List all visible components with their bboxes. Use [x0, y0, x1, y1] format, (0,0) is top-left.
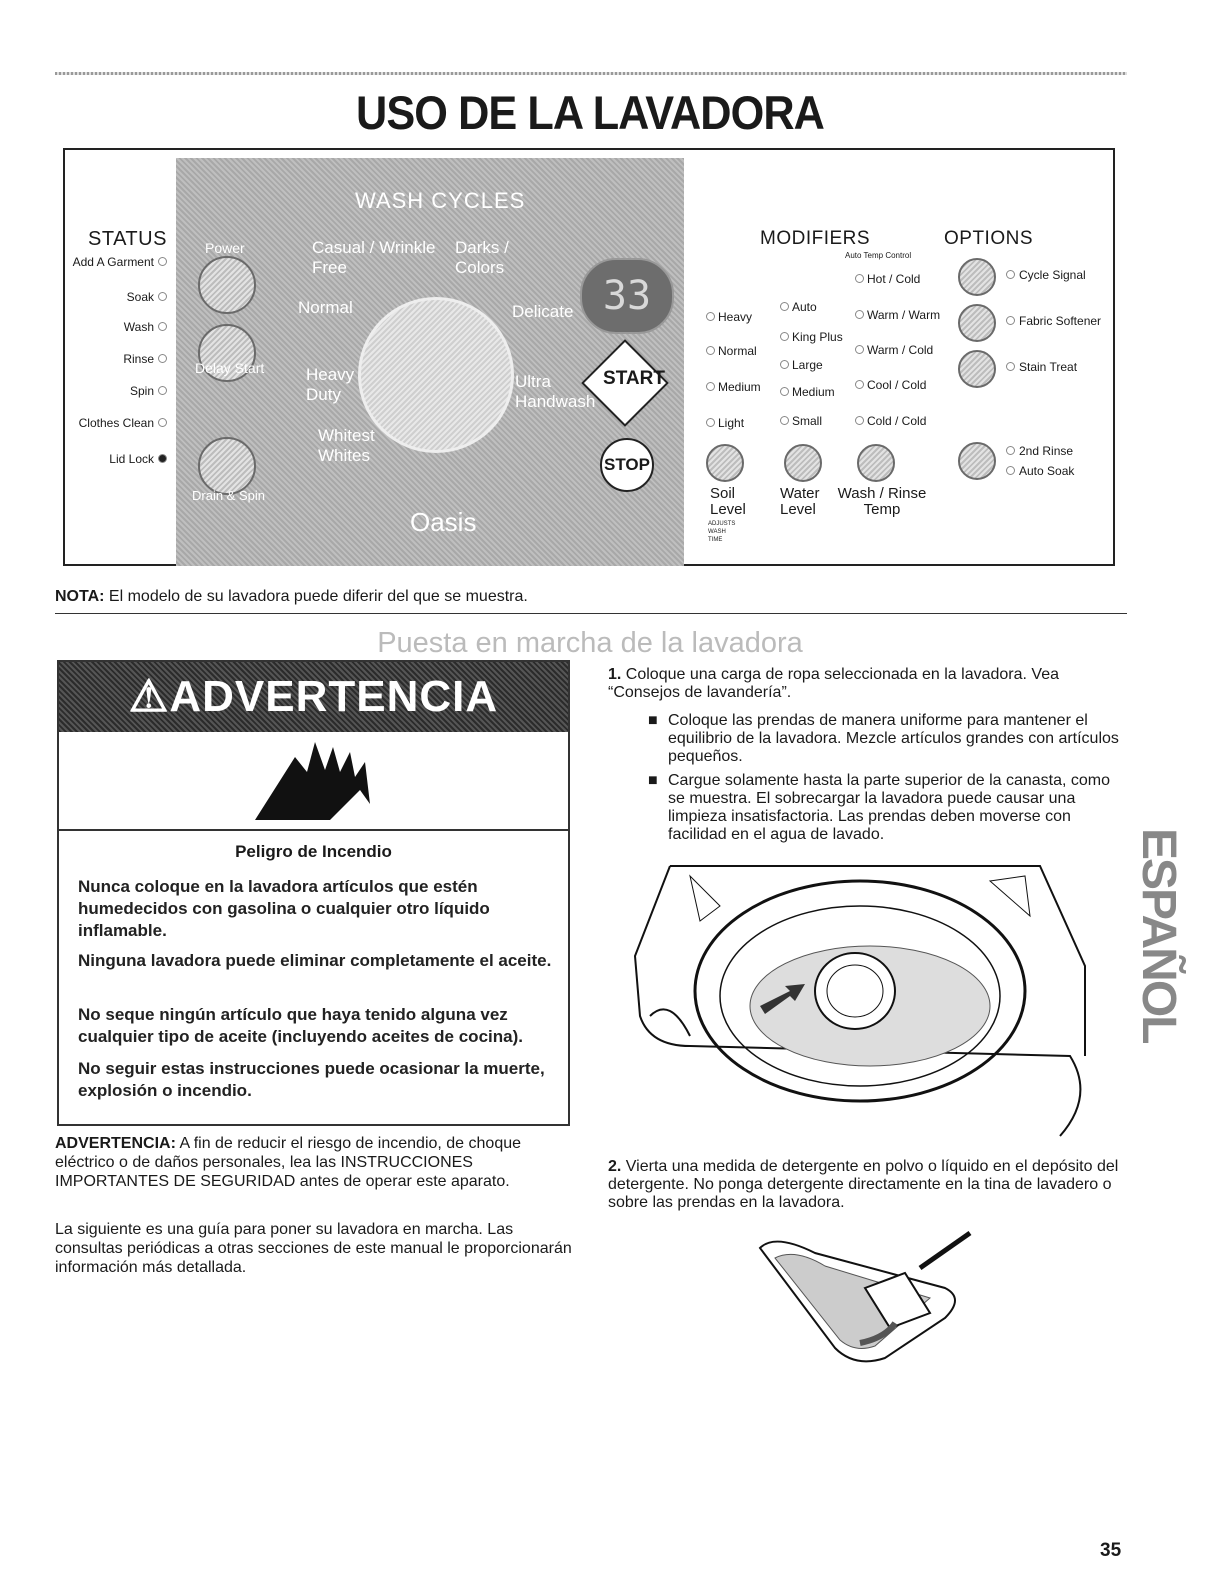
- option-auto-soak: Auto Soak: [1006, 464, 1074, 478]
- nota-line: NOTA: El modelo de su lavadora puede diferir del que se muestra.: [55, 588, 528, 605]
- start-label: START: [603, 368, 665, 389]
- detergent-dispenser-illustration: [755, 1228, 975, 1368]
- water-level-label: Water Level: [780, 485, 820, 518]
- cycle-delicate: Delicate: [512, 302, 574, 321]
- advertencia-paragraph: ADVERTENCIA: A fin de reducir el riesgo de incendio, de choque eléctrico o de daños personales, lea las INSTRUCCIONES IMPORTANTES DE SEGURIDAD antes de operar este aparato.: [55, 1135, 522, 1190]
- cycle-normal: Normal: [298, 298, 353, 317]
- power-label: Power: [205, 240, 245, 256]
- option-fabric-softener: Fabric Softener: [1006, 314, 1101, 328]
- cycle-casual: Casual / Wrinkle Free: [312, 238, 436, 277]
- status-item: Lid Lock: [72, 452, 167, 466]
- cycle-ultra-handwash: Ultra Handwash: [515, 372, 596, 411]
- step-1: 1. Coloque una carga de ropa seleccionada en la lavadora. Vea “Consejos de lavandería”.: [608, 666, 1059, 701]
- options-title: OPTIONS: [944, 228, 1034, 249]
- temp-button[interactable]: [857, 444, 895, 482]
- status-item: Wash: [72, 320, 167, 334]
- warning-text-4: No seguir estas instrucciones puede ocasionar la muerte, explosión o incendio.: [78, 1059, 545, 1100]
- washer-tub-illustration: [630, 856, 1100, 1141]
- time-display: 33: [580, 258, 674, 334]
- cycle-signal-button[interactable]: [958, 258, 996, 296]
- soil-light: Light: [706, 416, 744, 430]
- temp-warm-cold: Warm / Cold: [855, 343, 933, 357]
- temp-hot-cold: Hot / Cold: [855, 272, 920, 286]
- cycle-selector-dial[interactable]: [358, 297, 514, 453]
- delay-start-label: Delay Start: [195, 360, 265, 376]
- status-item: Soak: [72, 290, 167, 304]
- status-title: STATUS: [88, 228, 167, 250]
- auto-temp-label: Auto Temp Control: [845, 251, 912, 260]
- page-title: USO DE LA LAVADORA: [356, 86, 824, 139]
- warning-triangle-icon: ⚠: [128, 672, 170, 721]
- soil-level-button[interactable]: [706, 444, 744, 482]
- page-number: 35: [1100, 1540, 1122, 1561]
- cycle-heavy-duty: Heavy Duty: [306, 365, 355, 404]
- soil-medium: Medium: [706, 380, 761, 394]
- cycle-darks: Darks / Colors: [455, 238, 509, 277]
- drain-spin-label: Drain & Spin: [192, 488, 265, 503]
- warning-text-2: Ninguna lavadora puede eliminar completamente el aceite.: [78, 951, 552, 970]
- water-auto: Auto: [780, 300, 817, 314]
- stop-button[interactable]: STOP: [600, 438, 654, 492]
- status-item: Spin: [72, 384, 167, 398]
- warning-text-1: Nunca coloque en la lavadora artículos que estén humedecidos con gasolina o cualquier otro líquido inflamable.: [78, 877, 490, 940]
- water-small: Small: [780, 414, 822, 428]
- power-button[interactable]: [198, 256, 256, 314]
- temp-label: Wash / Rinse Temp: [837, 485, 927, 518]
- cycle-whitest-whites: Whitest Whites: [318, 426, 375, 465]
- water-large: Large: [780, 358, 823, 372]
- option-cycle-signal: Cycle Signal: [1006, 268, 1086, 282]
- option-stain-treat: Stain Treat: [1006, 360, 1077, 374]
- warning-divider: [59, 829, 568, 831]
- water-medium: Medium: [780, 385, 835, 399]
- option-2nd-rinse: 2nd Rinse: [1006, 444, 1073, 458]
- intro-paragraph: La siguiente es una guía para poner su lavadora en marcha. Las consultas periódicas a otras secciones de este manual le proporcionarán información más detallada.: [55, 1221, 572, 1276]
- section-title: Puesta en marcha de la lavadora: [377, 627, 803, 659]
- step-2: 2. Vierta una medida de detergente en polvo o líquido en el depósito del detergente. No ponga detergente directamente en la tina de lavadero o sobre las prendas en la lavadora.: [608, 1158, 1119, 1211]
- language-tab: ESPAÑOL: [1132, 827, 1185, 1043]
- soil-level-label: Soil Level: [710, 485, 746, 518]
- section-rule: [55, 613, 1127, 614]
- status-item: Add A Garment: [72, 255, 167, 269]
- water-king-plus: King Plus: [780, 330, 843, 344]
- brand-logo: Oasis: [410, 507, 477, 537]
- fire-icon: [255, 742, 375, 822]
- wash-cycles-title: WASH CYCLES: [355, 188, 526, 213]
- warning-heading: ⚠ADVERTENCIA: [59, 662, 568, 732]
- status-item: Clothes Clean: [72, 416, 167, 430]
- water-level-button[interactable]: [784, 444, 822, 482]
- bullet-1: ■ Coloque las prendas de manera uniforme para mantener el equilibrio de la lavadora. Mezcle artículos grandes con artículos pequeños.: [648, 712, 1119, 765]
- stain-treat-button[interactable]: [958, 350, 996, 388]
- soil-normal: Normal: [706, 344, 757, 358]
- temp-warm-warm: Warm / Warm: [855, 308, 940, 322]
- soil-level-sublabel: ADJUSTS WASH TIME: [708, 521, 736, 543]
- warning-text-3: No seque ningún artículo que haya tenido alguna vez cualquier tipo de aceite (incluyendo aceites de cocina).: [78, 1005, 523, 1046]
- top-rule: [55, 72, 1127, 75]
- temp-cold-cold: Cold / Cold: [855, 414, 926, 428]
- extra-options-button[interactable]: [958, 442, 996, 480]
- soil-heavy: Heavy: [706, 310, 752, 324]
- bullet-2: ■ Cargue solamente hasta la parte superior de la canasta, como se muestra. El sobrecargar la lavadora puede causar una limpieza insatisfactoria. Las prendas deben moverse con facilidad en el agua de lavado.: [648, 772, 1111, 843]
- temp-cool-cold: Cool / Cold: [855, 378, 926, 392]
- warning-subtitle: Peligro de Incendio: [235, 842, 392, 861]
- modifiers-title: MODIFIERS: [760, 228, 871, 249]
- fabric-softener-button[interactable]: [958, 304, 996, 342]
- status-item: Rinse: [72, 352, 167, 366]
